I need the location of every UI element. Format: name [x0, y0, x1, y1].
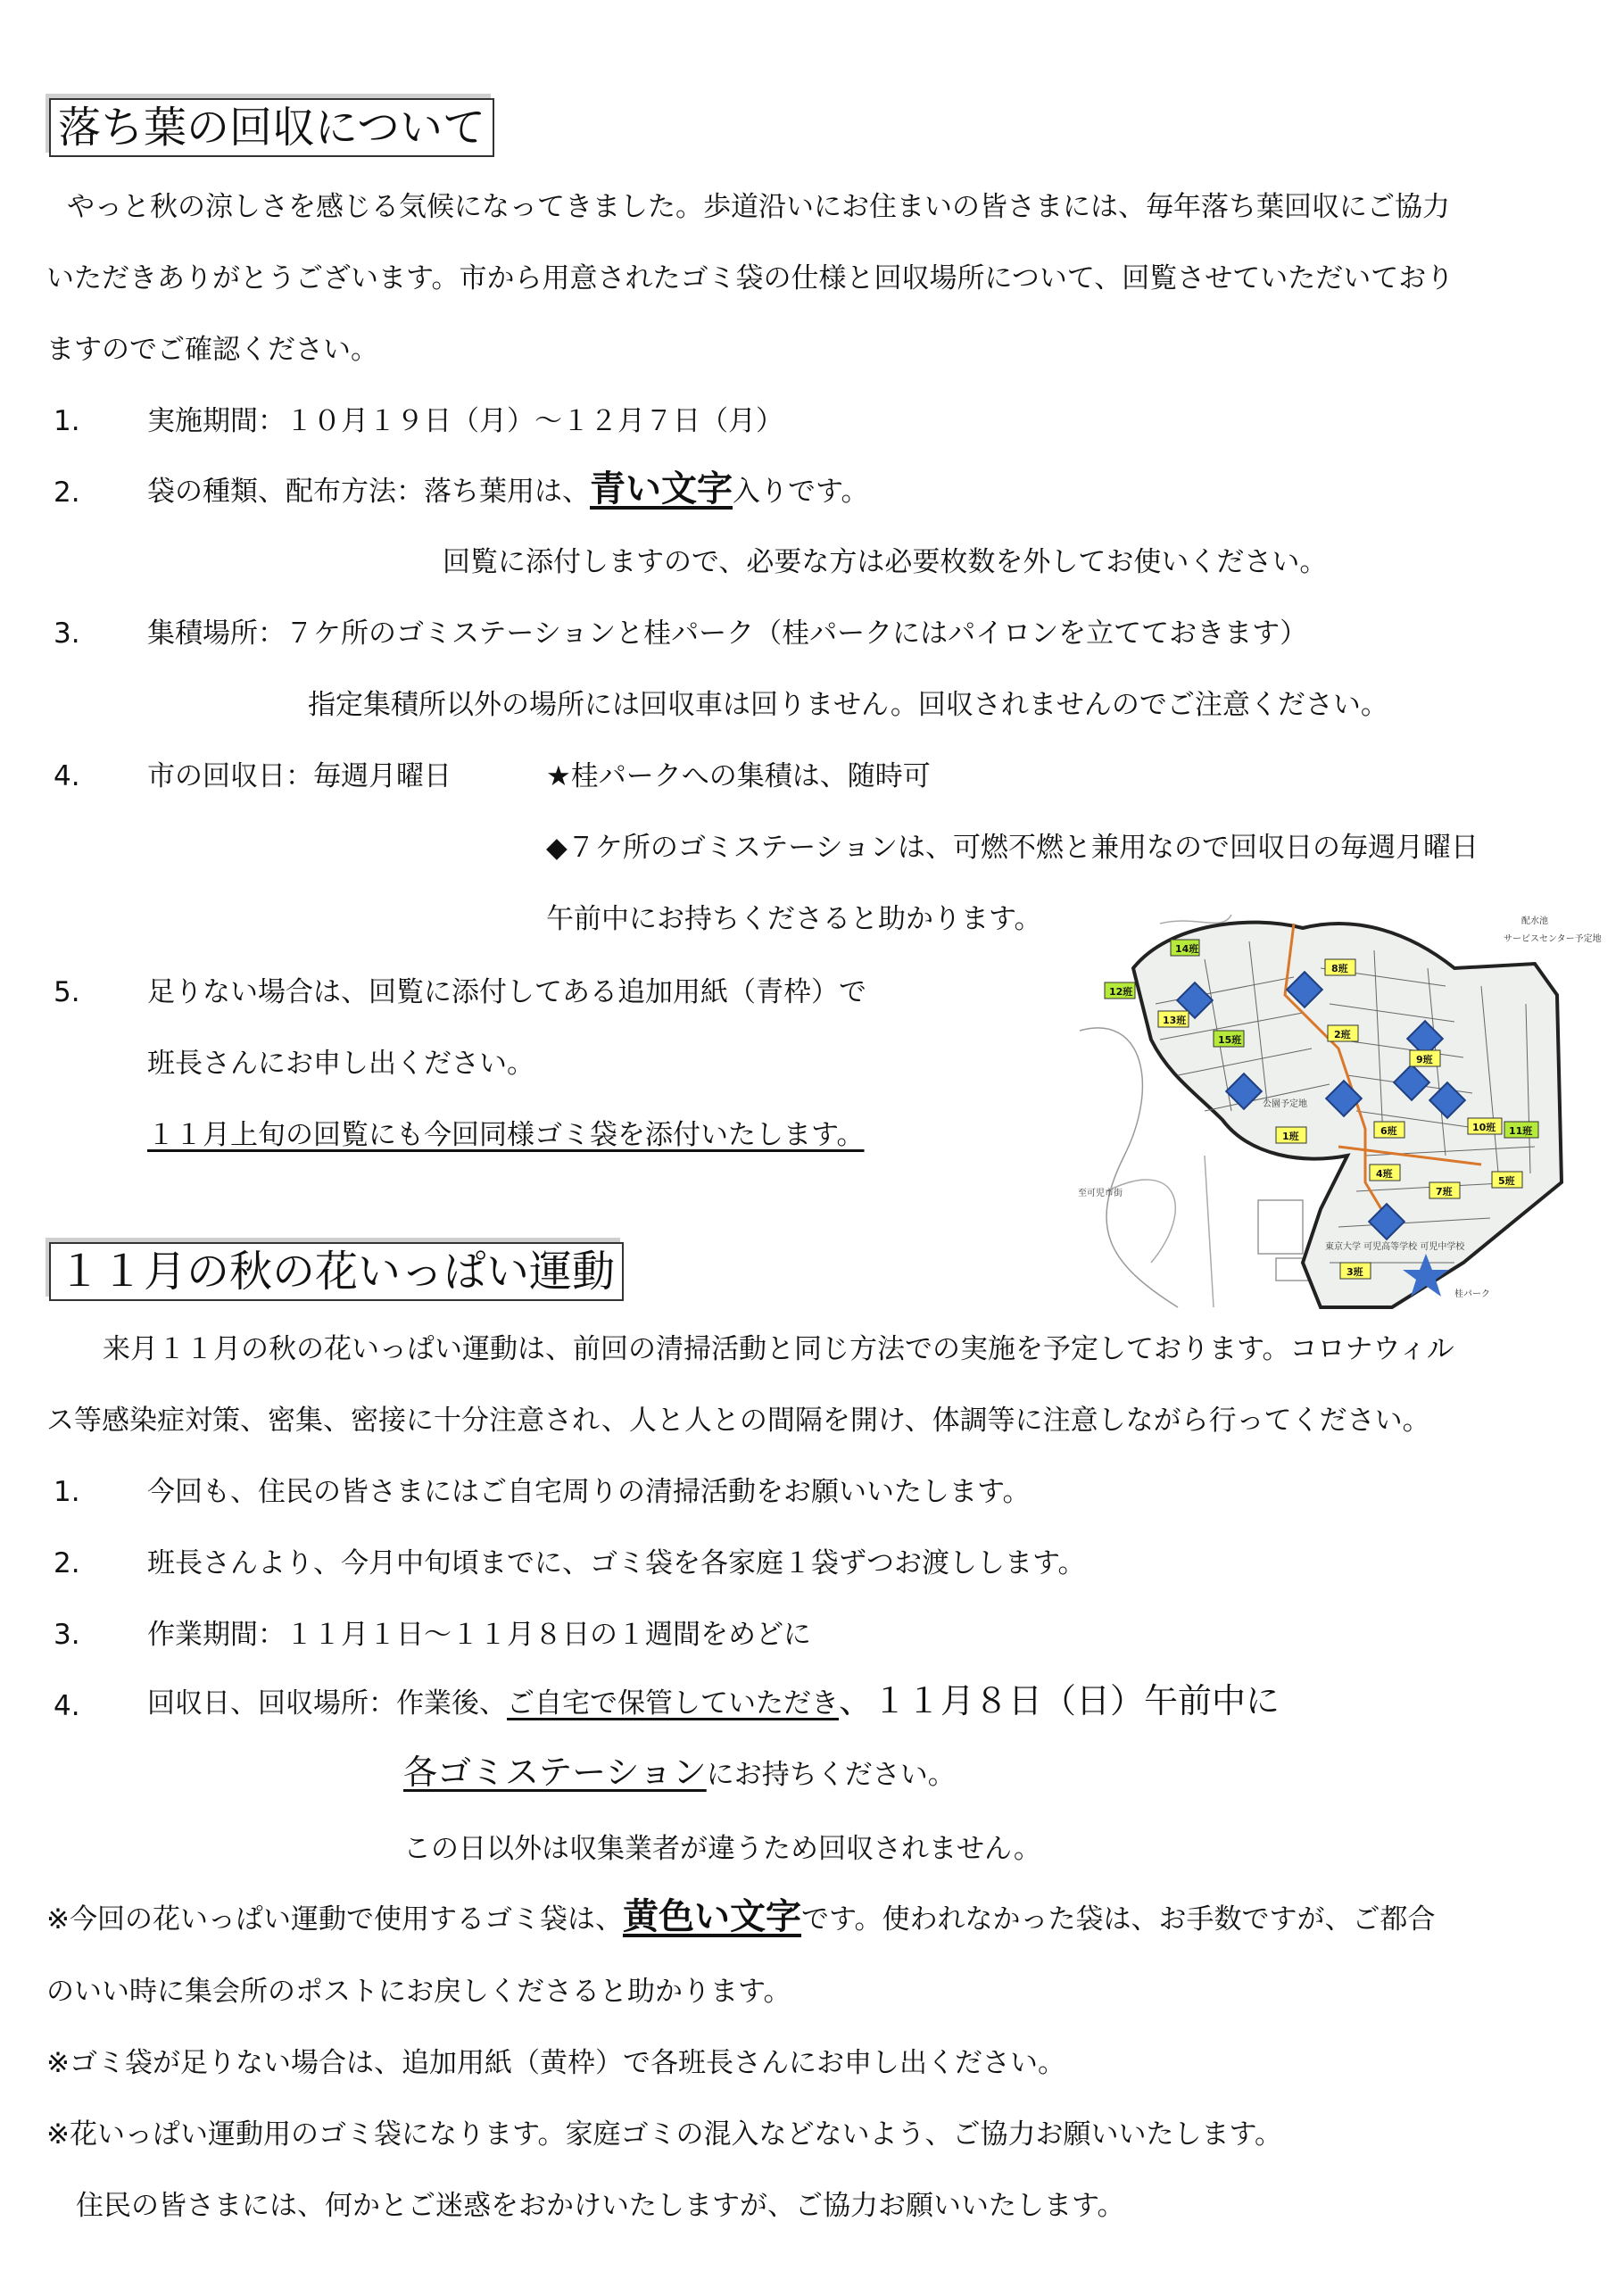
s1-item2-emph: 青い文字	[590, 468, 733, 510]
section1-intro-line1: やっと秋の涼しさを感じる気候になってきました。歩道沿いにお住まいの皆さまには、毎年落ち葉回収にご協力	[67, 191, 1450, 223]
map-label-1: 1班	[1282, 1131, 1299, 1142]
s2-item4-sub-ul: 各ゴミステーション	[403, 1753, 707, 1792]
s2-item4-sub-b: にお持ちください。	[706, 1759, 956, 1791]
map-place-park: 公園予定地	[1263, 1099, 1307, 1109]
s1-item3-sub: 指定集積所以外の場所には回収車は回りません。回収されませんのでご注意ください。	[308, 689, 1388, 721]
s1-item2-text-b: 入りです。	[733, 476, 869, 508]
s2-note3: ※花いっぱい運動用のゴミ袋になります。家庭ゴミの混入などないよう、ご協力お願いいたします。	[46, 2118, 1283, 2151]
s2-note1-line1	[46, 1896, 1436, 1937]
map-label-5: 5班	[1498, 1175, 1515, 1187]
s1-item5-sub: 班長さんにお申し出ください。	[147, 1048, 534, 1080]
map-label-4: 4班	[1376, 1168, 1393, 1180]
s2-item1-num: 1.	[54, 1476, 80, 1508]
map-label-9: 9班	[1416, 1054, 1433, 1065]
s1-item5-text: 足りない場合は、回覧に添付してある追加用紙（青枠）で	[147, 976, 866, 1008]
s2-item4-sub2: この日以外は収集業者が違うため回収されません。	[403, 1833, 1041, 1865]
map-label-7: 7班	[1436, 1186, 1453, 1198]
s2-item1-text: 今回も、住民の皆さまにはご自宅周りの清掃活動をお願いいたします。	[147, 1476, 1031, 1508]
map-svg	[1071, 888, 1602, 1316]
s1-item4-note2: ◆７ケ所のゴミステーションは、可燃不燃と兼用なので回収日の毎週月曜日	[546, 832, 1479, 864]
s2-note1-b: です。使われなかった袋は、お手数ですが、ご都合	[800, 1903, 1436, 1935]
s1-item2-line	[147, 468, 869, 510]
map-place-top: 配水池	[1521, 916, 1548, 926]
s1-item5-num: 5.	[54, 976, 80, 1008]
map-place-road: 至可児市街	[1078, 1189, 1123, 1198]
s2-item4-text-ul: ご自宅で保管していただき	[507, 1687, 839, 1720]
section1-heading: 落ち葉の回収について	[49, 98, 494, 157]
s2-item3-num: 3.	[54, 1619, 80, 1651]
s1-item4-text: 市の回収日：毎週月曜日	[147, 760, 452, 792]
map-place-school: 東京大学 可児高等学校 可児中学校	[1325, 1242, 1465, 1252]
s2-note1-emph: 黄色い文字	[622, 1896, 801, 1937]
s2-note2: ※ゴミ袋が足りない場合は、追加用紙（黄枠）で各班長さんにお申し出ください。	[46, 2047, 1065, 2079]
s1-item5-sub2: １１月上旬の回覧にも今回同様ゴミ袋を添付いたします。	[147, 1119, 865, 1151]
s1-item3-num: 3.	[54, 618, 80, 650]
map-label-13: 13班	[1163, 1015, 1187, 1026]
map-label-10: 10班	[1472, 1122, 1496, 1133]
s2-item2-num: 2.	[54, 1547, 80, 1579]
s2-note1-a: ※今回の花いっぱい運動で使用するゴミ袋は、	[46, 1903, 623, 1935]
s2-item4-text-b: 、１１月８日（日）午前中に	[839, 1681, 1280, 1720]
s1-item4-note1: ★桂パークへの集積は、随時可	[546, 760, 931, 792]
map-label-12: 12班	[1109, 986, 1133, 998]
s2-note1-line2: のいい時に集会所のポストにお戻しくださると助かります。	[46, 1976, 791, 2008]
s2-closing: 住民の皆さまには、何かとご迷惑をおかけいたしますが、ご協力お願いいたします。	[76, 2190, 1125, 2222]
section2-heading: １１月の秋の花いっぱい運動	[49, 1242, 624, 1301]
collection-map	[1071, 888, 1602, 1316]
map-label-3: 3班	[1346, 1266, 1363, 1278]
s1-item2-text-a: 袋の種類、配布方法：落ち葉用は、	[147, 476, 590, 508]
section1-intro-line3: ますのでご確認ください。	[46, 334, 378, 366]
map-label-11: 11班	[1509, 1125, 1533, 1137]
map-label-2: 2班	[1334, 1029, 1351, 1040]
s1-item1-num: 1.	[54, 405, 80, 437]
s2-item4-num: 4.	[54, 1690, 80, 1722]
s2-item4-sub	[403, 1754, 956, 1793]
s1-item1-text: 実施期間：１０月１９日（月）～１２月７日（月）	[147, 405, 783, 437]
map-place-bottom: 桂パーク	[1454, 1289, 1490, 1299]
section2-intro-line2: ス等感染症対策、密集、密接に十分注意され、人と人との間隔を開け、体調等に注意しながら行ってください。	[46, 1405, 1430, 1437]
map-label-6: 6班	[1380, 1125, 1397, 1137]
s1-item2-sub: 回覧に添付しますので、必要な方は必要枚数を外してお使いください。	[443, 546, 1328, 578]
map-place-center: サービスセンター予定地	[1504, 934, 1602, 944]
s2-item4-text-a: 回収日、回収場所：作業後、	[147, 1687, 507, 1720]
s2-item4-line	[147, 1683, 1280, 1721]
section2-intro-line1: 来月１１月の秋の花いっぱい運動は、前回の清掃活動と同じ方法での実施を予定しております。コロナウィル	[103, 1333, 1454, 1365]
map-label-8: 8班	[1331, 963, 1348, 974]
section1-intro-line2: いただきありがとうございます。市から用意されたゴミ袋の仕様と回収場所について、回覧させていただいており	[46, 262, 1454, 294]
map-label-14: 14班	[1175, 943, 1199, 955]
s1-item4-num: 4.	[54, 760, 80, 792]
s1-item4-note3: 午前中にお持ちくださると助かります。	[546, 903, 1042, 935]
s2-item3-text: 作業期間：１１月１日～１１月８日の１週間をめどに	[147, 1619, 811, 1651]
map-label-15: 15班	[1218, 1034, 1242, 1046]
s2-item2-text: 班長さんより、今月中旬頃までに、ゴミ袋を各家庭１袋ずつお渡しします。	[147, 1547, 1086, 1579]
s1-item2-num: 2.	[54, 477, 80, 509]
s1-item3-text: 集積場所：７ケ所のゴミステーションと桂パーク（桂パークにはパイロンを立てておきます）	[147, 618, 1308, 650]
